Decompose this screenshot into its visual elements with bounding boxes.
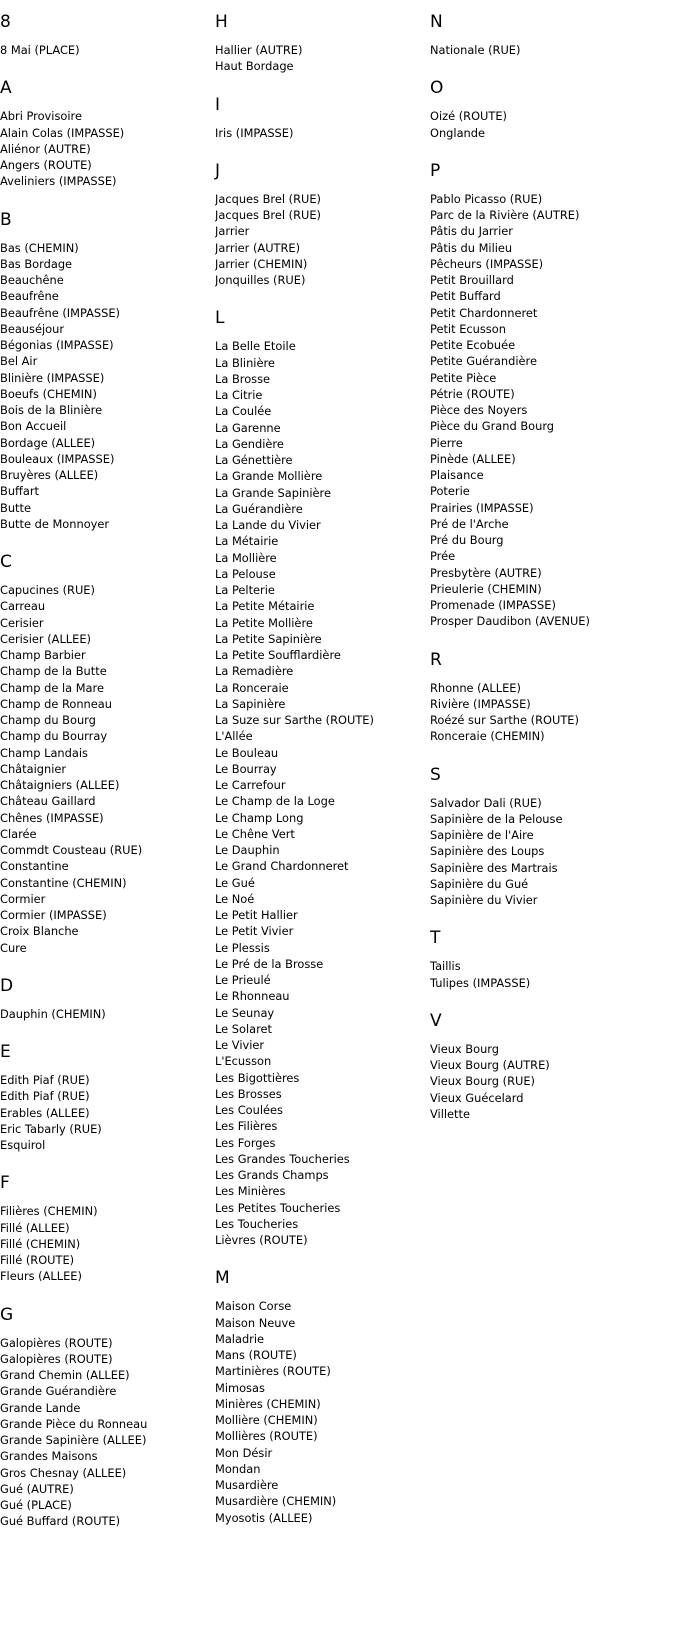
section-letter-heading: T <box>430 928 441 949</box>
street-item: Beaufrêne <box>0 289 59 304</box>
street-item: Pêcheurs (IMPASSE) <box>430 256 544 271</box>
street-item: Le Vivier <box>215 1038 265 1052</box>
street-item: Sapinière du Vivier <box>430 893 538 907</box>
street-item: Aveliniers (IMPASSE) <box>0 174 117 189</box>
street-item: Petit Buffard <box>430 289 501 304</box>
street-item: Vieux Bourg (RUE) <box>430 1074 535 1089</box>
street-item: La Petite Soufflardière <box>215 648 341 662</box>
street-item: Champ de la Butte <box>0 664 107 679</box>
street-item: Les Brosses <box>215 1086 282 1101</box>
street-item: Grande Guérandière <box>0 1384 117 1399</box>
street-item: Presbytère (AUTRE) <box>430 565 542 580</box>
street-item: Tulipes (IMPASSE) <box>430 975 531 990</box>
street-item: Petite Pièce <box>430 370 497 385</box>
letter-section <box>430 12 645 58</box>
street-item: Villette <box>430 1106 470 1121</box>
street-item: Boeufs (CHEMIN) <box>0 386 97 401</box>
street-item: Bel Air <box>0 354 38 369</box>
index-column-2 <box>215 0 430 1546</box>
street-item: Pré du Bourg <box>430 533 504 547</box>
street-item: Pinède (ALLEE) <box>430 451 516 466</box>
section-letter-heading: F <box>0 1173 10 1194</box>
street-list <box>215 1298 430 1526</box>
street-item: Cerisier (ALLEE) <box>0 631 91 646</box>
letter-section <box>0 552 215 956</box>
section-letter-heading: R <box>430 649 442 670</box>
street-item: Martinières (ROUTE) <box>215 1364 331 1379</box>
street-list <box>430 1041 645 1122</box>
street-item: Myosotis (ALLEE) <box>215 1510 313 1525</box>
street-item: Les Coulées <box>215 1103 283 1117</box>
street-item: Beaufrêne (IMPASSE) <box>0 305 120 320</box>
street-item: La Pelterie <box>215 583 275 597</box>
street-item: La Coulée <box>215 404 272 419</box>
street-item: Jarrier (AUTRE) <box>215 240 301 255</box>
street-item: Grande Pièce du Ronneau <box>0 1416 148 1431</box>
street-item: Chênes (IMPASSE) <box>0 810 104 825</box>
street-item: Lièvres (ROUTE) <box>215 1233 308 1247</box>
street-item: Plaisance <box>430 468 484 482</box>
street-item: Bas (CHEMIN) <box>0 240 79 255</box>
street-list <box>0 1072 215 1153</box>
street-list <box>430 191 645 630</box>
street-item: La Petite Métairie <box>215 599 315 614</box>
street-item: Vieux Bourg (AUTRE) <box>430 1058 550 1072</box>
street-item: Gué Buffard (ROUTE) <box>0 1514 121 1529</box>
street-item: Eric Tabarly (RUE) <box>0 1121 102 1136</box>
street-item: Fillé (ROUTE) <box>0 1253 75 1267</box>
street-item: Prairies (IMPASSE) <box>430 500 534 515</box>
letter-section <box>215 1268 430 1526</box>
street-item: Musardière <box>215 1478 279 1492</box>
street-item: Oizé (ROUTE) <box>430 109 507 124</box>
street-item: La Belle Etoile <box>215 339 296 354</box>
street-item: Beauchêne <box>0 273 64 287</box>
street-item: Le Solaret <box>215 1021 273 1036</box>
street-list <box>0 42 215 58</box>
street-item: Château Gaillard <box>0 794 96 809</box>
section-letter-heading: L <box>215 308 225 329</box>
street-item: 8 Mai (PLACE) <box>0 43 80 57</box>
street-item: Pétrie (ROUTE) <box>430 386 515 401</box>
street-item: La Remadière <box>215 664 294 679</box>
index-column-3 <box>430 0 645 1142</box>
street-item: Rhonne (ALLEE) <box>430 680 521 695</box>
letter-section <box>430 765 645 909</box>
letter-section <box>430 78 645 141</box>
street-item: Jacques Brel (RUE) <box>215 191 321 206</box>
street-item: Sapinière du Gué <box>430 876 529 891</box>
street-item: Pièce des Noyers <box>430 403 528 417</box>
street-list <box>215 42 430 75</box>
street-item: Capucines (RUE) <box>0 583 95 597</box>
street-item: Ronceraie (CHEMIN) <box>430 729 545 744</box>
letter-section <box>0 976 215 1022</box>
street-item: Le Gué <box>215 875 255 890</box>
street-item: Petit Ecusson <box>430 321 506 336</box>
street-item: Les Filières <box>215 1119 278 1134</box>
street-item: Maison Neuve <box>215 1315 296 1330</box>
section-letter-heading: V <box>430 1010 442 1031</box>
street-item: Jarrier (CHEMIN) <box>215 256 308 271</box>
letter-section <box>215 95 430 141</box>
street-item: Maladrie <box>215 1331 265 1346</box>
letter-section <box>0 1042 215 1153</box>
street-item: Champ du Bourg <box>0 713 96 727</box>
street-item: Les Minières <box>215 1184 286 1199</box>
street-item: La Petite Mollière <box>215 615 313 630</box>
street-item: Blinière (IMPASSE) <box>0 370 105 385</box>
street-item: Mollière (CHEMIN) <box>215 1413 318 1427</box>
street-item: La Lande du Vivier <box>215 518 321 532</box>
street-item: Le Bourray <box>215 761 277 776</box>
letter-section <box>430 928 645 991</box>
street-item: Petit Brouillard <box>430 273 514 287</box>
street-item: Cormier <box>0 891 46 906</box>
street-item: Constantine (CHEMIN) <box>0 875 127 890</box>
street-item: Mollières (ROUTE) <box>215 1429 318 1444</box>
street-item: Champ Landais <box>0 745 88 760</box>
street-item: Sapinière de la Pelouse <box>430 811 563 826</box>
street-item: Mondan <box>215 1461 261 1476</box>
street-item: Prée <box>430 549 456 564</box>
street-item: Bruyères (ALLEE) <box>0 468 99 482</box>
street-item: Sapinière de l'Aire <box>430 828 534 842</box>
street-item: Le Grand Chardonneret <box>215 859 349 874</box>
street-item: Maison Corse <box>215 1299 292 1314</box>
letter-section <box>0 78 215 189</box>
street-item: Grande Lande <box>0 1400 81 1415</box>
street-list <box>215 125 430 141</box>
street-item: Fleurs (ALLEE) <box>0 1269 82 1284</box>
street-item: La Mollière <box>215 550 277 565</box>
street-item: Pré de l'Arche <box>430 516 509 531</box>
street-list <box>0 582 215 956</box>
street-item: Les Grands Champs <box>215 1168 329 1182</box>
street-item: Les Toucheries <box>215 1216 299 1231</box>
street-list <box>0 240 215 533</box>
street-item: Les Petites Toucheries <box>215 1200 341 1215</box>
street-item: Sapinière des Martrais <box>430 860 558 875</box>
street-item: La Brosse <box>215 371 271 386</box>
street-item: Butte de Monnoyer <box>0 516 110 531</box>
street-item: La Grande Sapinière <box>215 485 331 500</box>
street-item: Petite Ecobuée <box>430 338 516 352</box>
street-item: Le Petit Vivier <box>215 924 294 939</box>
street-item: Aliénor (AUTRE) <box>0 141 91 156</box>
street-item: Pâtis du Jarrier <box>430 224 513 239</box>
street-item: Filières (CHEMIN) <box>0 1204 98 1219</box>
street-item: Bégonias (IMPASSE) <box>0 338 114 352</box>
letter-section <box>215 308 430 1248</box>
street-item: Croix Blanche <box>0 924 79 939</box>
street-list <box>430 42 645 58</box>
street-item: La Garenne <box>215 420 281 435</box>
street-item: Le Champ Long <box>215 810 304 825</box>
street-item: La Blinière <box>215 355 275 370</box>
section-letter-heading: M <box>215 1268 230 1289</box>
street-item: Le Rhonneau <box>215 989 290 1004</box>
street-item: Cormier (IMPASSE) <box>0 908 107 922</box>
street-item: Commdt Cousteau (RUE) <box>0 843 143 857</box>
street-item: Les Bigottières <box>215 1070 300 1085</box>
street-list <box>0 1335 215 1530</box>
section-letter-heading: H <box>215 12 228 32</box>
street-item: Rivière (IMPASSE) <box>430 696 531 711</box>
street-item: Nationale (RUE) <box>430 43 521 57</box>
street-item: Minières (CHEMIN) <box>215 1396 321 1411</box>
section-letter-heading: B <box>0 209 12 230</box>
street-item: Constantine <box>0 859 69 874</box>
street-item: Vieux Bourg <box>430 1041 500 1056</box>
street-item: L'Allée <box>215 729 253 744</box>
section-letter-heading: O <box>430 78 444 99</box>
street-item: Mans (ROUTE) <box>215 1348 297 1362</box>
street-item: Sapinière des Loups <box>430 844 545 859</box>
letter-section <box>0 210 215 533</box>
street-list <box>430 108 645 141</box>
street-item: Clarée <box>0 826 37 841</box>
street-item: L'Ecusson <box>215 1054 272 1069</box>
street-item: Beauséjour <box>0 321 64 336</box>
street-item: La Grande Mollière <box>215 469 323 484</box>
street-item: La Sapinière <box>215 696 286 711</box>
street-item: Mon Désir <box>215 1445 273 1460</box>
street-item: Cerisier <box>0 615 44 630</box>
street-item: Grand Chemin (ALLEE) <box>0 1368 130 1382</box>
street-item: Les Grandes Toucheries <box>215 1151 350 1166</box>
letter-section <box>430 650 645 745</box>
street-item: Galopières (ROUTE) <box>0 1351 113 1366</box>
street-list <box>215 191 430 289</box>
street-item: Haut Bordage <box>215 59 294 74</box>
street-list <box>0 108 215 189</box>
street-list <box>0 1006 215 1022</box>
street-item: Edith Piaf (RUE) <box>0 1073 90 1087</box>
street-item: Bordage (ALLEE) <box>0 435 96 450</box>
section-letter-heading: E <box>0 1042 11 1062</box>
street-item: Gué (PLACE) <box>0 1498 72 1512</box>
street-item: Musardière (CHEMIN) <box>215 1494 337 1509</box>
street-item: Grande Sapinière (ALLEE) <box>0 1433 147 1447</box>
street-item: Erables (ALLEE) <box>0 1105 90 1120</box>
street-item: Galopières (ROUTE) <box>0 1335 113 1350</box>
street-item: La Gendière <box>215 436 284 451</box>
street-item: Prosper Daudibon (AVENUE) <box>430 614 590 629</box>
street-item: Châtaignier <box>0 761 67 776</box>
street-list <box>430 680 645 745</box>
street-item: Pierre <box>430 435 463 450</box>
street-item: Petite Guérandière <box>430 354 537 369</box>
street-item: Promenade (IMPASSE) <box>430 598 556 612</box>
street-item: Jacques Brel (RUE) <box>215 208 321 222</box>
street-item: Le Bouleau <box>215 745 279 760</box>
street-list <box>215 338 430 1248</box>
street-item: Fillé (CHEMIN) <box>0 1236 81 1251</box>
section-letter-heading: I <box>215 94 221 115</box>
street-item: Abri Provisoire <box>0 109 82 124</box>
letter-section <box>0 1173 215 1284</box>
street-item: La Ronceraie <box>215 680 289 695</box>
street-item: Le Champ de la Loge <box>215 794 335 809</box>
street-item: Le Pré de la Brosse <box>215 956 324 971</box>
street-item: Bois de la Blinière <box>0 403 103 417</box>
street-item: Hallier (AUTRE) <box>215 43 303 57</box>
street-item: Gué (AUTRE) <box>0 1481 74 1496</box>
street-item: Le Carrefour <box>215 778 286 792</box>
street-item: Châtaigniers (ALLEE) <box>0 778 120 792</box>
street-item: Esquirol <box>0 1138 46 1152</box>
street-item: Jarrier <box>215 224 250 239</box>
letter-section <box>0 12 215 58</box>
street-item: Jonquilles (RUE) <box>215 273 306 287</box>
street-list <box>430 958 645 991</box>
street-item: Cure <box>0 940 27 955</box>
street-item: Pièce du Grand Bourg <box>430 419 555 434</box>
street-item: Le Dauphin <box>215 843 280 857</box>
street-list <box>0 1203 215 1284</box>
street-item: Bas Bordage <box>0 256 73 271</box>
section-letter-heading: C <box>0 552 12 572</box>
letter-section <box>430 161 645 630</box>
street-item: Poterie <box>430 484 470 499</box>
section-letter-heading: D <box>0 975 14 996</box>
street-item: La Pelouse <box>215 566 276 581</box>
street-item: Champ de Ronneau <box>0 696 112 711</box>
street-item: Butte <box>0 500 31 515</box>
street-item: La Génettière <box>215 453 293 467</box>
street-item: La Guérandière <box>215 501 303 516</box>
street-item: Vieux Guécelard <box>430 1090 524 1105</box>
street-item: La Citrie <box>215 388 263 402</box>
street-item: Le Prieulé <box>215 973 271 987</box>
street-item: Le Noé <box>215 891 255 906</box>
street-item: Edith Piaf (RUE) <box>0 1089 90 1104</box>
street-item: Prieulerie (CHEMIN) <box>430 581 542 596</box>
index-column-1 <box>0 0 215 1550</box>
street-item: Champ du Bourray <box>0 729 108 744</box>
section-letter-heading: G <box>0 1304 14 1325</box>
street-item: Taillis <box>430 959 461 974</box>
street-item: Angers (ROUTE) <box>0 158 92 172</box>
street-item: Gros Chesnay (ALLEE) <box>0 1465 127 1480</box>
street-item: Buffart <box>0 484 40 499</box>
street-item: Parc de la Rivière (AUTRE) <box>430 208 580 222</box>
street-item: Les Forges <box>215 1135 276 1150</box>
street-item: La Petite Sapinière <box>215 631 322 646</box>
street-item: Pâtis du Milieu <box>430 240 513 255</box>
letter-section <box>0 1305 215 1530</box>
street-item: Champ Barbier <box>0 648 86 662</box>
letter-section <box>215 12 430 75</box>
street-item: Onglande <box>430 125 486 140</box>
section-letter-heading: N <box>430 12 443 32</box>
street-item: Le Petit Hallier <box>215 908 298 922</box>
street-item: Pablo Picasso (RUE) <box>430 191 543 206</box>
street-item: Le Chêne Vert <box>215 826 295 841</box>
street-item: Salvador Dali (RUE) <box>430 795 542 810</box>
street-item: Iris (IMPASSE) <box>215 125 294 140</box>
street-item: Carreau <box>0 599 46 614</box>
street-list <box>430 795 645 909</box>
section-letter-heading: P <box>430 160 441 181</box>
letter-section <box>215 161 430 289</box>
street-item: Le Plessis <box>215 940 270 955</box>
letter-section <box>430 1011 645 1122</box>
street-item: Fillé (ALLEE) <box>0 1220 70 1235</box>
street-item: Le Seunay <box>215 1005 275 1020</box>
street-item: Alain Colas (IMPASSE) <box>0 125 125 140</box>
street-item: Petit Chardonneret <box>430 305 538 320</box>
street-item: La Suze sur Sarthe (ROUTE) <box>215 713 374 727</box>
street-item: Roézé sur Sarthe (ROUTE) <box>430 713 579 727</box>
section-letter-heading: 8 <box>0 12 11 32</box>
street-item: Grandes Maisons <box>0 1449 98 1464</box>
street-item: Bon Accueil <box>0 419 67 434</box>
street-item: Mimosas <box>215 1380 265 1395</box>
street-item: Bouleaux (IMPASSE) <box>0 451 115 466</box>
street-item: La Métairie <box>215 534 279 549</box>
street-item: Dauphin (CHEMIN) <box>0 1006 106 1021</box>
section-letter-heading: A <box>0 78 12 99</box>
street-item: Champ de la Mare <box>0 680 104 695</box>
section-letter-heading: S <box>430 764 441 785</box>
section-letter-heading: J <box>215 160 221 181</box>
